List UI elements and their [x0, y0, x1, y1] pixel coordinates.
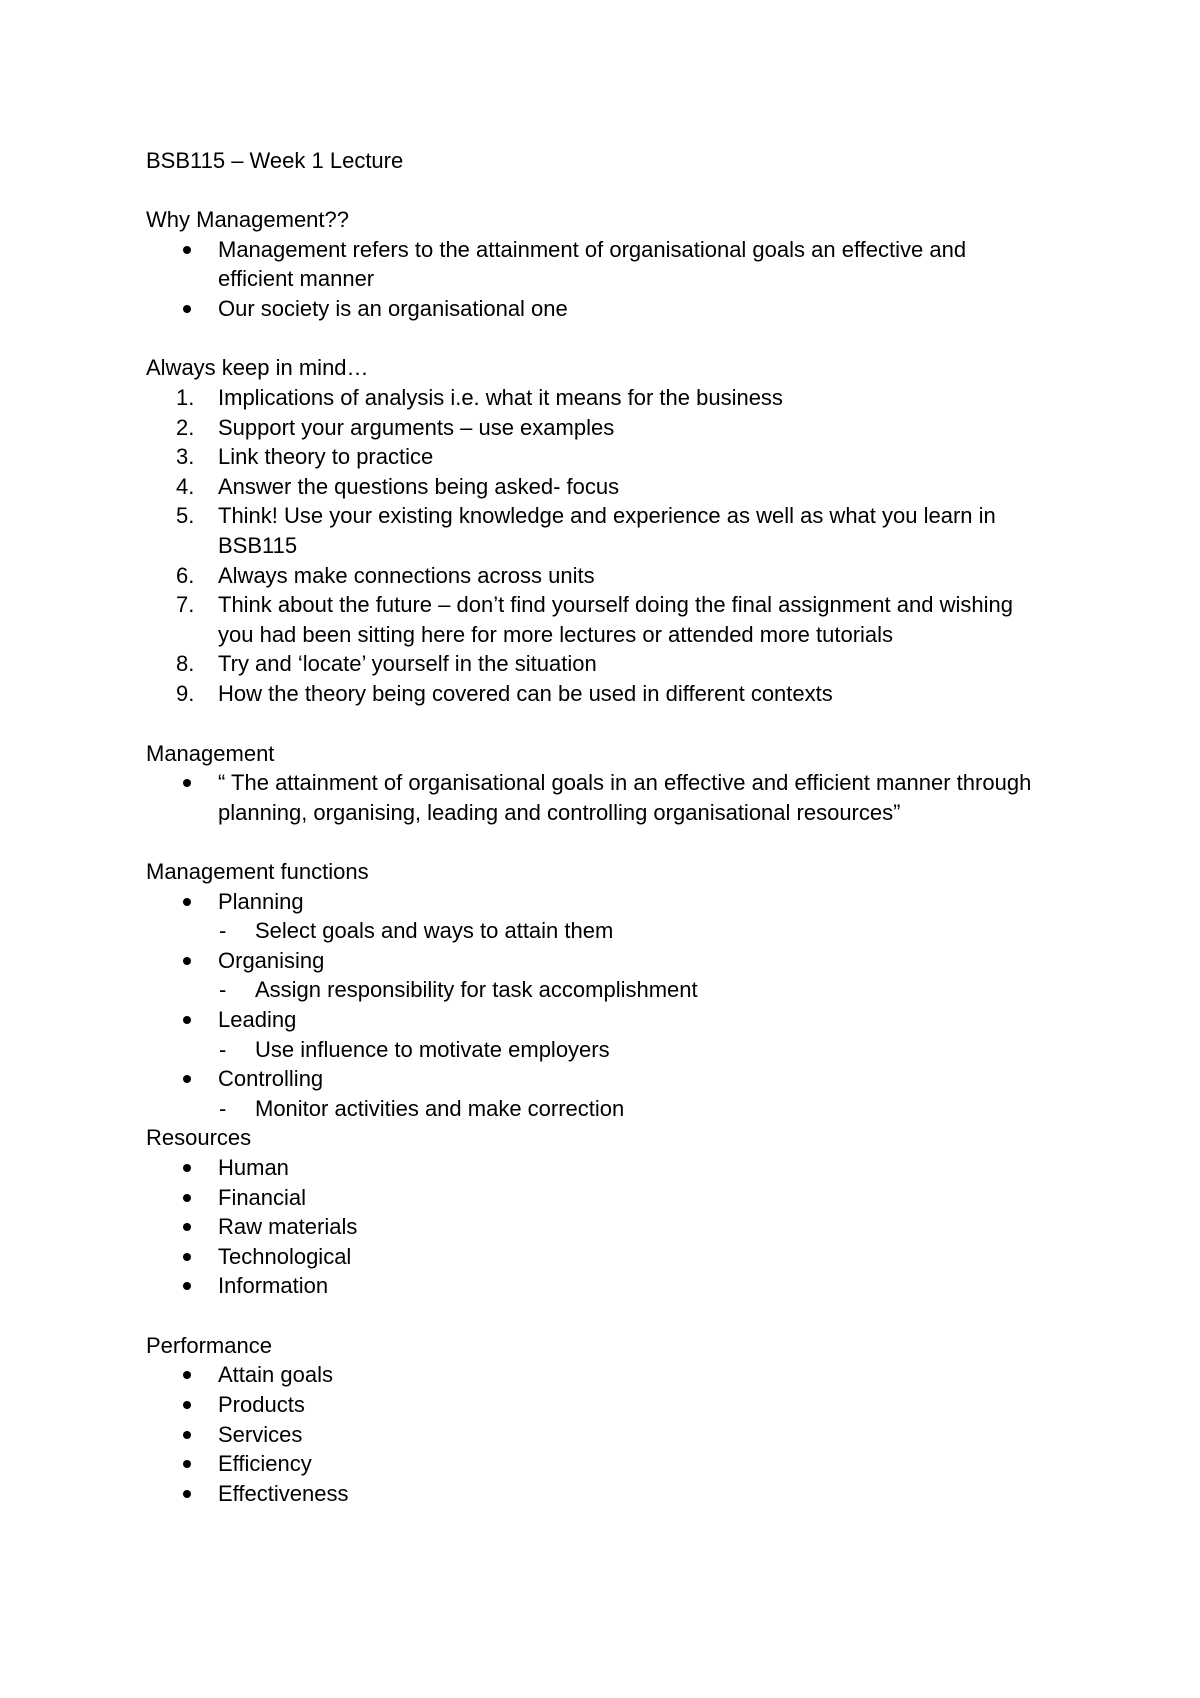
list-item: Human	[218, 1155, 289, 1180]
list-number: 5.	[176, 503, 195, 528]
list-item-continuation: BSB115	[218, 533, 298, 558]
dash-marker: -	[219, 1096, 227, 1121]
section-heading-keep-in-mind: Always keep in mind…	[146, 355, 369, 380]
bullet-icon	[180, 1479, 194, 1509]
list-number: 1.	[176, 385, 195, 410]
list-item: Management refers to the attainment of organisational goals an effective and	[218, 237, 967, 262]
section-heading-management: Management	[146, 741, 275, 766]
list-item: Our society is an organisational one	[218, 296, 568, 321]
list-item: Efficiency	[218, 1451, 312, 1476]
list-item-continuation: efficient manner	[218, 266, 375, 291]
sub-list-item: Use influence to motivate employers	[255, 1037, 610, 1062]
list-item-continuation: planning, organising, leading and controlling organisational resources”	[218, 800, 901, 825]
list-item: Answer the questions being asked- focus	[218, 474, 620, 499]
list-item-continuation: you had been sitting here for more lectures or attended more tutorials	[218, 622, 894, 647]
list-item: Products	[218, 1392, 305, 1417]
bullet-icon	[180, 1212, 194, 1242]
list-item: Effectiveness	[218, 1481, 349, 1506]
list-item: Technological	[218, 1244, 352, 1269]
bullet-icon	[180, 1420, 194, 1450]
bullet-icon	[180, 235, 194, 265]
bullet-icon	[180, 946, 194, 976]
list-item: How the theory being covered can be used in different contexts	[218, 681, 833, 706]
list-item: Always make connections across units	[218, 563, 595, 588]
list-number: 9.	[176, 681, 195, 706]
bullet-icon	[180, 1064, 194, 1094]
list-item: Leading	[218, 1007, 297, 1032]
list-item: “ The attainment of organisational goals in an effective and efficient manner through	[218, 770, 1032, 795]
list-item: Think about the future – don’t find yourself doing the final assignment and wishing	[218, 592, 1013, 617]
sub-list-item: Assign responsibility for task accomplishment	[255, 977, 698, 1002]
bullet-icon	[180, 1183, 194, 1213]
bullet-icon	[180, 768, 194, 798]
bullet-icon	[180, 1449, 194, 1479]
bullet-icon	[180, 887, 194, 917]
bullet-icon	[180, 1390, 194, 1420]
list-number: 3.	[176, 444, 195, 469]
list-item: Services	[218, 1422, 303, 1447]
section-heading-performance: Performance	[146, 1333, 272, 1358]
list-item: Organising	[218, 948, 325, 973]
list-number: 6.	[176, 563, 195, 588]
list-number: 7.	[176, 592, 195, 617]
dash-marker: -	[219, 918, 227, 943]
sub-list-item: Select goals and ways to attain them	[255, 918, 614, 943]
document-title: BSB115 – Week 1 Lecture	[146, 148, 404, 173]
list-item: Raw materials	[218, 1214, 358, 1239]
list-number: 8.	[176, 651, 195, 676]
list-item: Attain goals	[218, 1362, 333, 1387]
bullet-icon	[180, 294, 194, 324]
list-number: 4.	[176, 474, 195, 499]
bullet-icon	[180, 1360, 194, 1390]
section-heading-management-functions: Management functions	[146, 859, 369, 884]
list-item: Try and ‘locate’ yourself in the situation	[218, 651, 597, 676]
list-item: Financial	[218, 1185, 307, 1210]
dash-marker: -	[219, 977, 227, 1002]
list-number: 2.	[176, 415, 195, 440]
list-item: Planning	[218, 889, 304, 914]
section-heading-resources: Resources	[146, 1125, 252, 1150]
list-item: Controlling	[218, 1066, 324, 1091]
list-item: Support your arguments – use examples	[218, 415, 615, 440]
list-item: Information	[218, 1273, 329, 1298]
section-heading-why-management: Why Management??	[146, 207, 349, 232]
list-item: Link theory to practice	[218, 444, 434, 469]
dash-marker: -	[219, 1037, 227, 1062]
bullet-icon	[180, 1005, 194, 1035]
bullet-icon	[180, 1271, 194, 1301]
list-item: Think! Use your existing knowledge and experience as well as what you learn in	[218, 503, 996, 528]
bullet-icon	[180, 1153, 194, 1183]
list-item: Implications of analysis i.e. what it means for the business	[218, 385, 783, 410]
bullet-icon	[180, 1242, 194, 1272]
sub-list-item: Monitor activities and make correction	[255, 1096, 625, 1121]
